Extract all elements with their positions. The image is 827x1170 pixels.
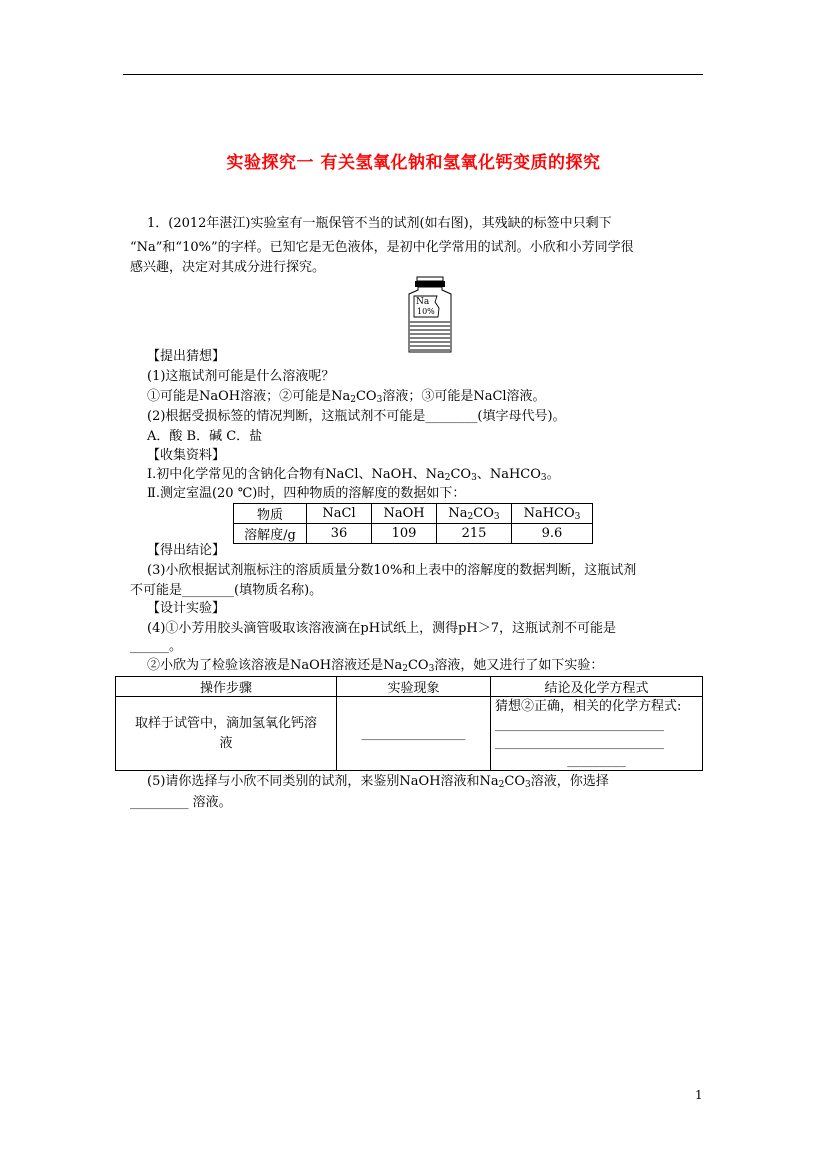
table-cell: 取样于试管中，滴加氢氧化钙溶 液 (116, 697, 337, 771)
table-cell: 溶解度/g (234, 524, 307, 544)
reagent-bottle-illustration (405, 276, 455, 354)
question-5-line-2: _________ 溶液。 (130, 795, 232, 810)
table-header-cell: 实验现象 (337, 677, 491, 697)
table-cell: 猜想②正确，相关的化学方程式: __________________________ __________________________ _________ (491, 697, 703, 771)
table-cell: 36 (307, 524, 372, 544)
table-cell: 109 (372, 524, 437, 544)
hypothesis-line-1: (1)这瓶试剂可能是什么溶液呢？ (147, 369, 335, 384)
question-1-line-3: 感兴趣，决定对其成分进行探究。 (130, 260, 326, 275)
table-cell: 9.6 (512, 524, 593, 544)
solubility-table (233, 503, 593, 544)
section-heading-design: 【设计实验】 (147, 601, 226, 616)
experiment-table (115, 676, 703, 771)
design-line-2: ______。 (130, 639, 183, 654)
table-cell: NaCl (307, 504, 372, 524)
table-row (116, 677, 703, 697)
section-heading-hypothesis: 【提出猜想】 (147, 349, 226, 364)
question-1-line-2: “Na”和“10%”的字样。已知它是无色液体，是初中化学常用的试剂。小欣和小芳同学很 (130, 240, 634, 255)
page-title: 实验探究一 有关氢氧化钠和氢氧化钙变质的探究 (226, 153, 601, 173)
table-cell: 215 (437, 524, 512, 544)
hypothesis-line-2: ①可能是NaOH溶液；②可能是$Na_2CO_3$溶液；③可能是NaCl溶液。 (147, 389, 546, 405)
table-cell: $Na_2CO_3$ (437, 504, 512, 524)
data-line-2: Ⅱ.测定室温(20 ℃)时，四种物质的溶解度的数据如下： (147, 486, 466, 501)
section-heading-data: 【收集资料】 (147, 448, 226, 463)
design-line-3: ②小欣为了检验该溶液是NaOH溶液还是$Na_2CO_3$溶液，她又进行了如下实验： (147, 658, 604, 674)
page-number: 1 (695, 1088, 703, 1102)
section-heading-conclusion: 【得出结论】 (147, 543, 226, 558)
data-line-1: Ⅰ.初中化学常见的含钠化合物有NaCl、NaOH、$Na_2CO_3$、NaHCO$_3$。 (147, 467, 560, 483)
bottle-label-na: Na (416, 297, 430, 307)
table-cell: 物质 (234, 504, 307, 524)
design-line-1: (4)①小芳用胶头滴管吸取该溶液滴在pH试纸上，测得pH＞7，这瓶试剂不可能是 (147, 621, 617, 636)
table-row (234, 504, 593, 524)
table-header-cell: 操作步骤 (116, 677, 337, 697)
bottle-label-percent: 10% (417, 307, 435, 316)
table-cell: NaHCO$_3$ (512, 504, 593, 524)
header-rule (123, 74, 703, 75)
hypothesis-options: A．酸 B．碱 C．盐 (147, 429, 263, 444)
table-row (234, 524, 593, 544)
conclusion-line-2: 不可能是________(填物质名称)。 (130, 583, 323, 598)
table-row (116, 697, 703, 771)
question-1-line-1: 1．(2012年湛江)实验室有一瓶保管不当的试剂(如右图)，其残缺的标签中只剩下 (147, 216, 612, 231)
table-cell: ________________ (337, 697, 491, 771)
table-cell: NaOH (372, 504, 437, 524)
hypothesis-line-3: (2)根据受损标签的情况判断，这瓶试剂不可能是________(填字母代号)。 (147, 409, 566, 424)
question-5-line-1: (5)请你选择与小欣不同类别的试剂，来鉴别NaOH溶液和$Na_2CO_3$溶液，你选择 (147, 774, 609, 790)
conclusion-line-1: (3)小欣根据试剂瓶标注的溶质质量分数10%和上表中的溶解度的数据判断，这瓶试剂 (147, 563, 637, 578)
table-header-cell: 结论及化学方程式 (491, 677, 703, 697)
